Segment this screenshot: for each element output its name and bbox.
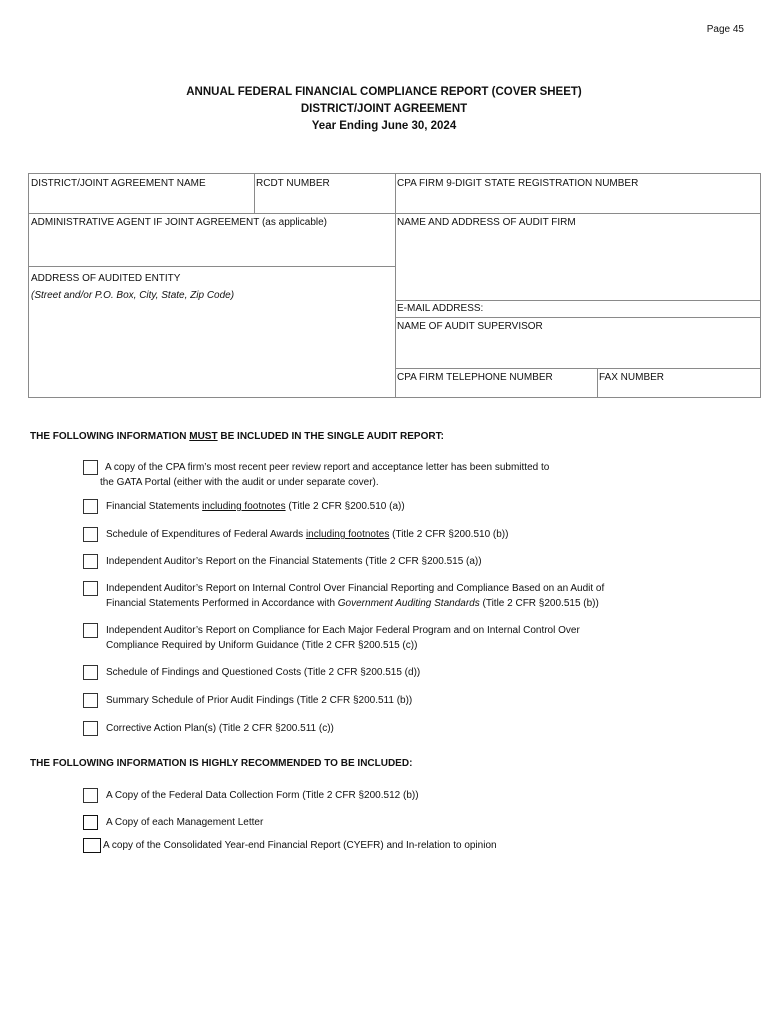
auditor-report-fs-checkbox[interactable] — [83, 554, 98, 569]
email-field[interactable] — [395, 300, 761, 317]
cpa-registration-field[interactable] — [395, 174, 761, 213]
major-program-checkbox[interactable] — [83, 623, 98, 638]
item-text: A copy of the CPA firm’s most recent peer review report and acceptance letter has been submitted to — [105, 462, 550, 473]
title-line-2: DISTRICT/JOINT AGREEMENT — [300, 103, 468, 115]
item-text: Independent Auditor’s Report on Compliance for Each Major Federal Program and on Internal Control Over — [106, 625, 580, 636]
page-number: Page 45 — [706, 24, 744, 35]
text-underlined: including footnotes — [202, 501, 286, 512]
cpa-phone-label: CPA FIRM TELEPHONE NUMBER — [397, 372, 553, 383]
cyefr-checkbox[interactable] — [83, 838, 101, 853]
rcdt-number-field[interactable] — [254, 174, 395, 213]
item-text: Summary Schedule of Prior Audit Findings (Title 2 CFR §200.511 (b)) — [106, 695, 413, 706]
text-part: (Title 2 CFR §200.510 (b)) — [389, 529, 509, 540]
text-part: (Title 2 CFR §200.515 (b)) — [479, 598, 599, 609]
cpa-registration-label: CPA FIRM 9-DIGIT STATE REGISTRATION NUMBER — [397, 178, 639, 189]
item-text: A Copy of each Management Letter — [106, 817, 264, 828]
audit-supervisor-field[interactable] — [395, 317, 761, 368]
item-text — [106, 596, 703, 611]
district-name-label: DISTRICT/JOINT AGREEMENT NAME — [31, 178, 206, 189]
sefa-checkbox[interactable] — [83, 527, 98, 542]
text-part: Schedule of Expenditures of Federal Awards — [106, 529, 306, 540]
list-item — [83, 499, 703, 514]
audit-firm-label: NAME AND ADDRESS OF AUDIT FIRM — [397, 217, 576, 228]
heading-emphasis: MUST — [189, 431, 218, 442]
financial-statements-checkbox[interactable] — [83, 499, 98, 514]
item-text: Schedule of Findings and Questioned Costs (Title 2 CFR §200.515 (d)) — [106, 667, 421, 678]
fax-field[interactable] — [597, 368, 761, 398]
list-item — [83, 665, 703, 680]
item-text: Corrective Action Plan(s) (Title 2 CFR §200.511 (c)) — [106, 723, 334, 734]
recommended-section-heading: THE FOLLOWING INFORMATION IS HIGHLY RECOMMENDED TO BE INCLUDED: — [30, 758, 413, 769]
prior-findings-checkbox[interactable] — [83, 693, 98, 708]
cpa-phone-field[interactable] — [395, 368, 597, 398]
text-underlined: including footnotes — [305, 529, 390, 540]
report-title — [0, 84, 768, 135]
item-text: Compliance Required by Uniform Guidance (Title 2 CFR §200.515 (c)) — [106, 640, 418, 651]
audit-supervisor-label: NAME OF AUDIT SUPERVISOR — [397, 321, 543, 332]
text-part: Financial Statements Performed in Accordance with — [106, 598, 338, 609]
email-label: E-MAIL ADDRESS: — [397, 303, 484, 314]
district-name-field[interactable] — [29, 174, 254, 213]
title-line-3: Year Ending June 30, 2024 — [311, 120, 457, 132]
list-item — [83, 581, 703, 611]
peer-review-checkbox[interactable] — [83, 460, 98, 475]
internal-control-checkbox[interactable] — [83, 581, 98, 596]
list-item — [83, 815, 703, 830]
item-text: Independent Auditor’s Report on the Financial Statements (Title 2 CFR §200.515 (a)) — [106, 556, 482, 567]
data-collection-checkbox[interactable] — [83, 788, 98, 803]
admin-agent-label: ADMINISTRATIVE AGENT IF JOINT AGREEMENT (as applicable) — [31, 217, 327, 228]
heading-text: THE FOLLOWING INFORMATION — [30, 431, 190, 442]
list-item — [83, 460, 703, 490]
rcdt-number-label: RCDT NUMBER — [256, 178, 330, 189]
item-text: A Copy of the Federal Data Collection Form (Title 2 CFR §200.512 (b)) — [106, 790, 419, 801]
entity-address-label: ADDRESS OF AUDITED ENTITY — [31, 273, 181, 284]
text-part: (Title 2 CFR §200.510 (a)) — [285, 501, 405, 512]
entity-address-hint: (Street and/or P.O. Box, City, State, Zip Code) — [31, 290, 235, 301]
item-text: A copy of the Consolidated Year-end Financial Report (CYEFR) and In-relation to opinion — [103, 840, 497, 851]
item-text: Independent Auditor’s Report on Internal Control Over Financial Reporting and Compliance Based on an Audit of — [106, 583, 605, 594]
item-text — [106, 499, 703, 514]
list-item — [83, 554, 703, 569]
item-text: the GATA Portal (either with the audit or under separate cover). — [100, 477, 379, 488]
heading-text: BE INCLUDED IN THE SINGLE AUDIT REPORT: — [217, 431, 444, 442]
list-item — [83, 838, 703, 853]
list-item — [83, 527, 703, 542]
entity-info-table — [28, 173, 761, 398]
list-item — [83, 623, 703, 653]
list-item — [83, 788, 703, 803]
list-item — [83, 693, 703, 708]
text-italic: Government Auditing Standards — [337, 598, 480, 609]
corrective-action-checkbox[interactable] — [83, 721, 98, 736]
audit-firm-field[interactable] — [395, 213, 761, 300]
entity-address-field[interactable] — [29, 266, 395, 398]
required-section-heading — [30, 431, 444, 442]
findings-checkbox[interactable] — [83, 665, 98, 680]
text-part: Financial Statements — [106, 501, 203, 512]
list-item — [83, 721, 703, 736]
item-text — [106, 527, 703, 542]
management-letter-checkbox[interactable] — [83, 815, 98, 830]
fax-label: FAX NUMBER — [599, 372, 665, 383]
admin-agent-field[interactable] — [29, 213, 395, 266]
title-line-1: ANNUAL FEDERAL FINANCIAL COMPLIANCE REPORT (COVER SHEET) — [186, 86, 582, 98]
